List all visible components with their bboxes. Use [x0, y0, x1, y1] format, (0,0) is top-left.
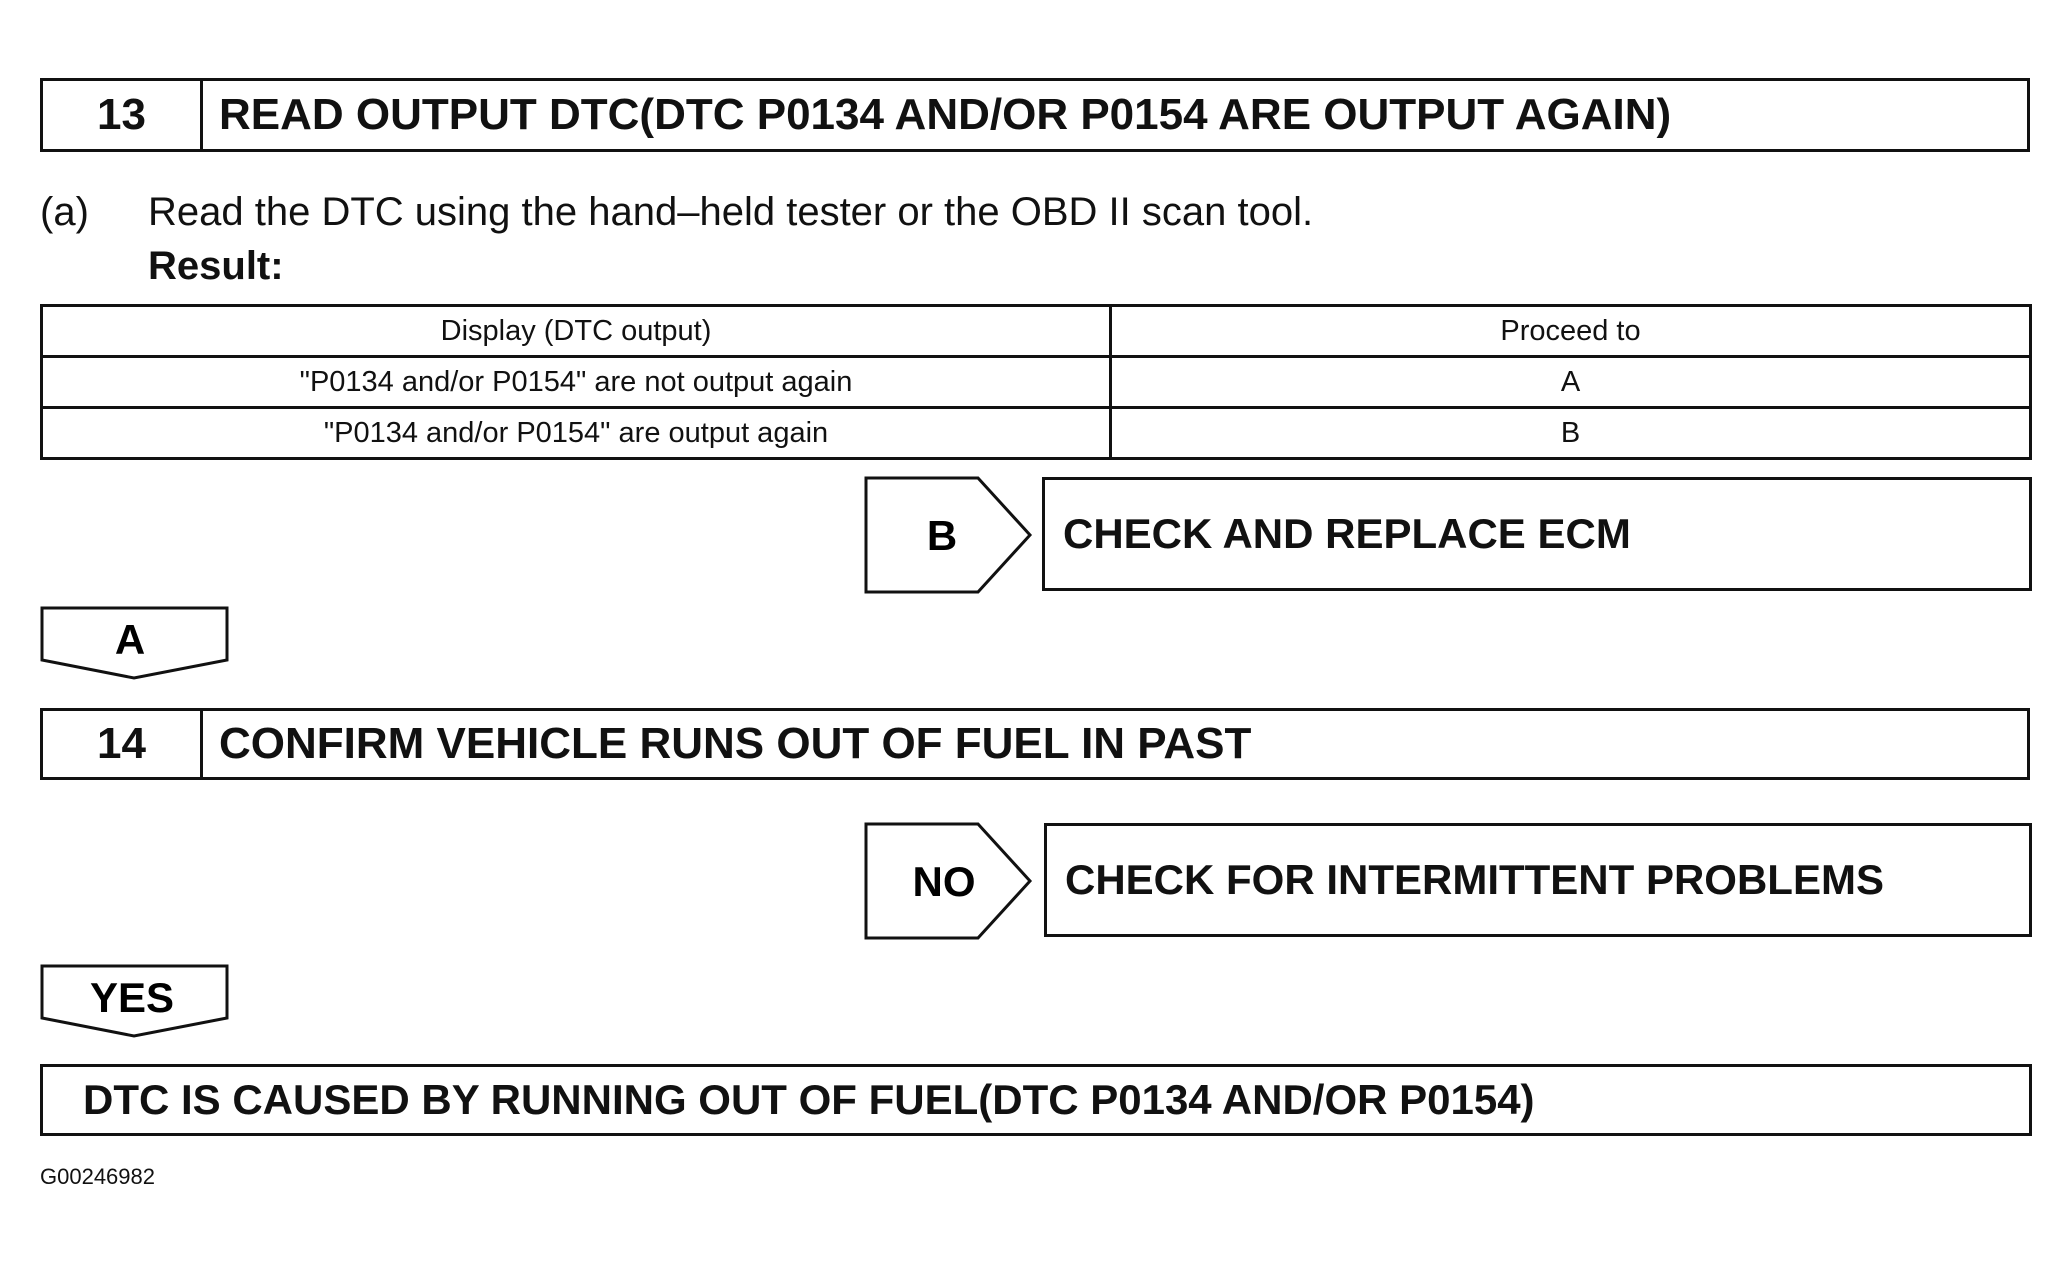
table-header-proceed: Proceed to	[1111, 306, 2031, 357]
table-header-display: Display (DTC output)	[42, 306, 1111, 357]
step-13-title: READ OUTPUT DTC(DTC P0134 AND/OR P0154 ARE OUTPUT AGAIN)	[219, 90, 1672, 139]
step-13-number: 13	[43, 81, 203, 149]
step-13-instruction: Read the DTC using the hand–held tester or the OBD II scan tool.	[148, 190, 1314, 234]
branch-a-down-tag	[40, 606, 230, 680]
branch-no-label: NO	[912, 858, 976, 905]
branch-b-label: B	[926, 512, 958, 559]
result-table	[40, 304, 2032, 460]
step-13-header	[40, 78, 2030, 152]
branch-a-label: A	[114, 616, 146, 663]
table-cell-proceed: A	[1111, 357, 2031, 408]
result-label: Result:	[148, 244, 284, 288]
branch-yes-down-tag	[40, 964, 230, 1038]
branch-no-action-box: CHECK FOR INTERMITTENT PROBLEMS	[1044, 823, 2032, 937]
table-header-row	[42, 306, 2031, 357]
branch-b-arrow-tag	[864, 476, 1034, 596]
table-cell-display: "P0134 and/or P0154" are output again	[42, 408, 1111, 459]
step-14-title: CONFIRM VEHICLE RUNS OUT OF FUEL IN PAST	[219, 719, 1252, 768]
branch-yes-label: YES	[89, 974, 175, 1021]
table-row	[42, 408, 2031, 459]
table-cell-display: "P0134 and/or P0154" are not output again	[42, 357, 1111, 408]
final-result-box: DTC IS CAUSED BY RUNNING OUT OF FUEL(DTC P0134 AND/OR P0154)	[40, 1064, 2032, 1136]
table-cell-proceed: B	[1111, 408, 2031, 459]
step-14-number: 14	[43, 711, 203, 777]
table-row	[42, 357, 2031, 408]
branch-b-action-box: CHECK AND REPLACE ECM	[1042, 477, 2032, 591]
step-13-item-label: (a)	[40, 190, 89, 234]
figure-id: G00246982	[40, 1164, 155, 1189]
branch-no-arrow-tag	[864, 822, 1034, 942]
step-14-header	[40, 708, 2030, 780]
